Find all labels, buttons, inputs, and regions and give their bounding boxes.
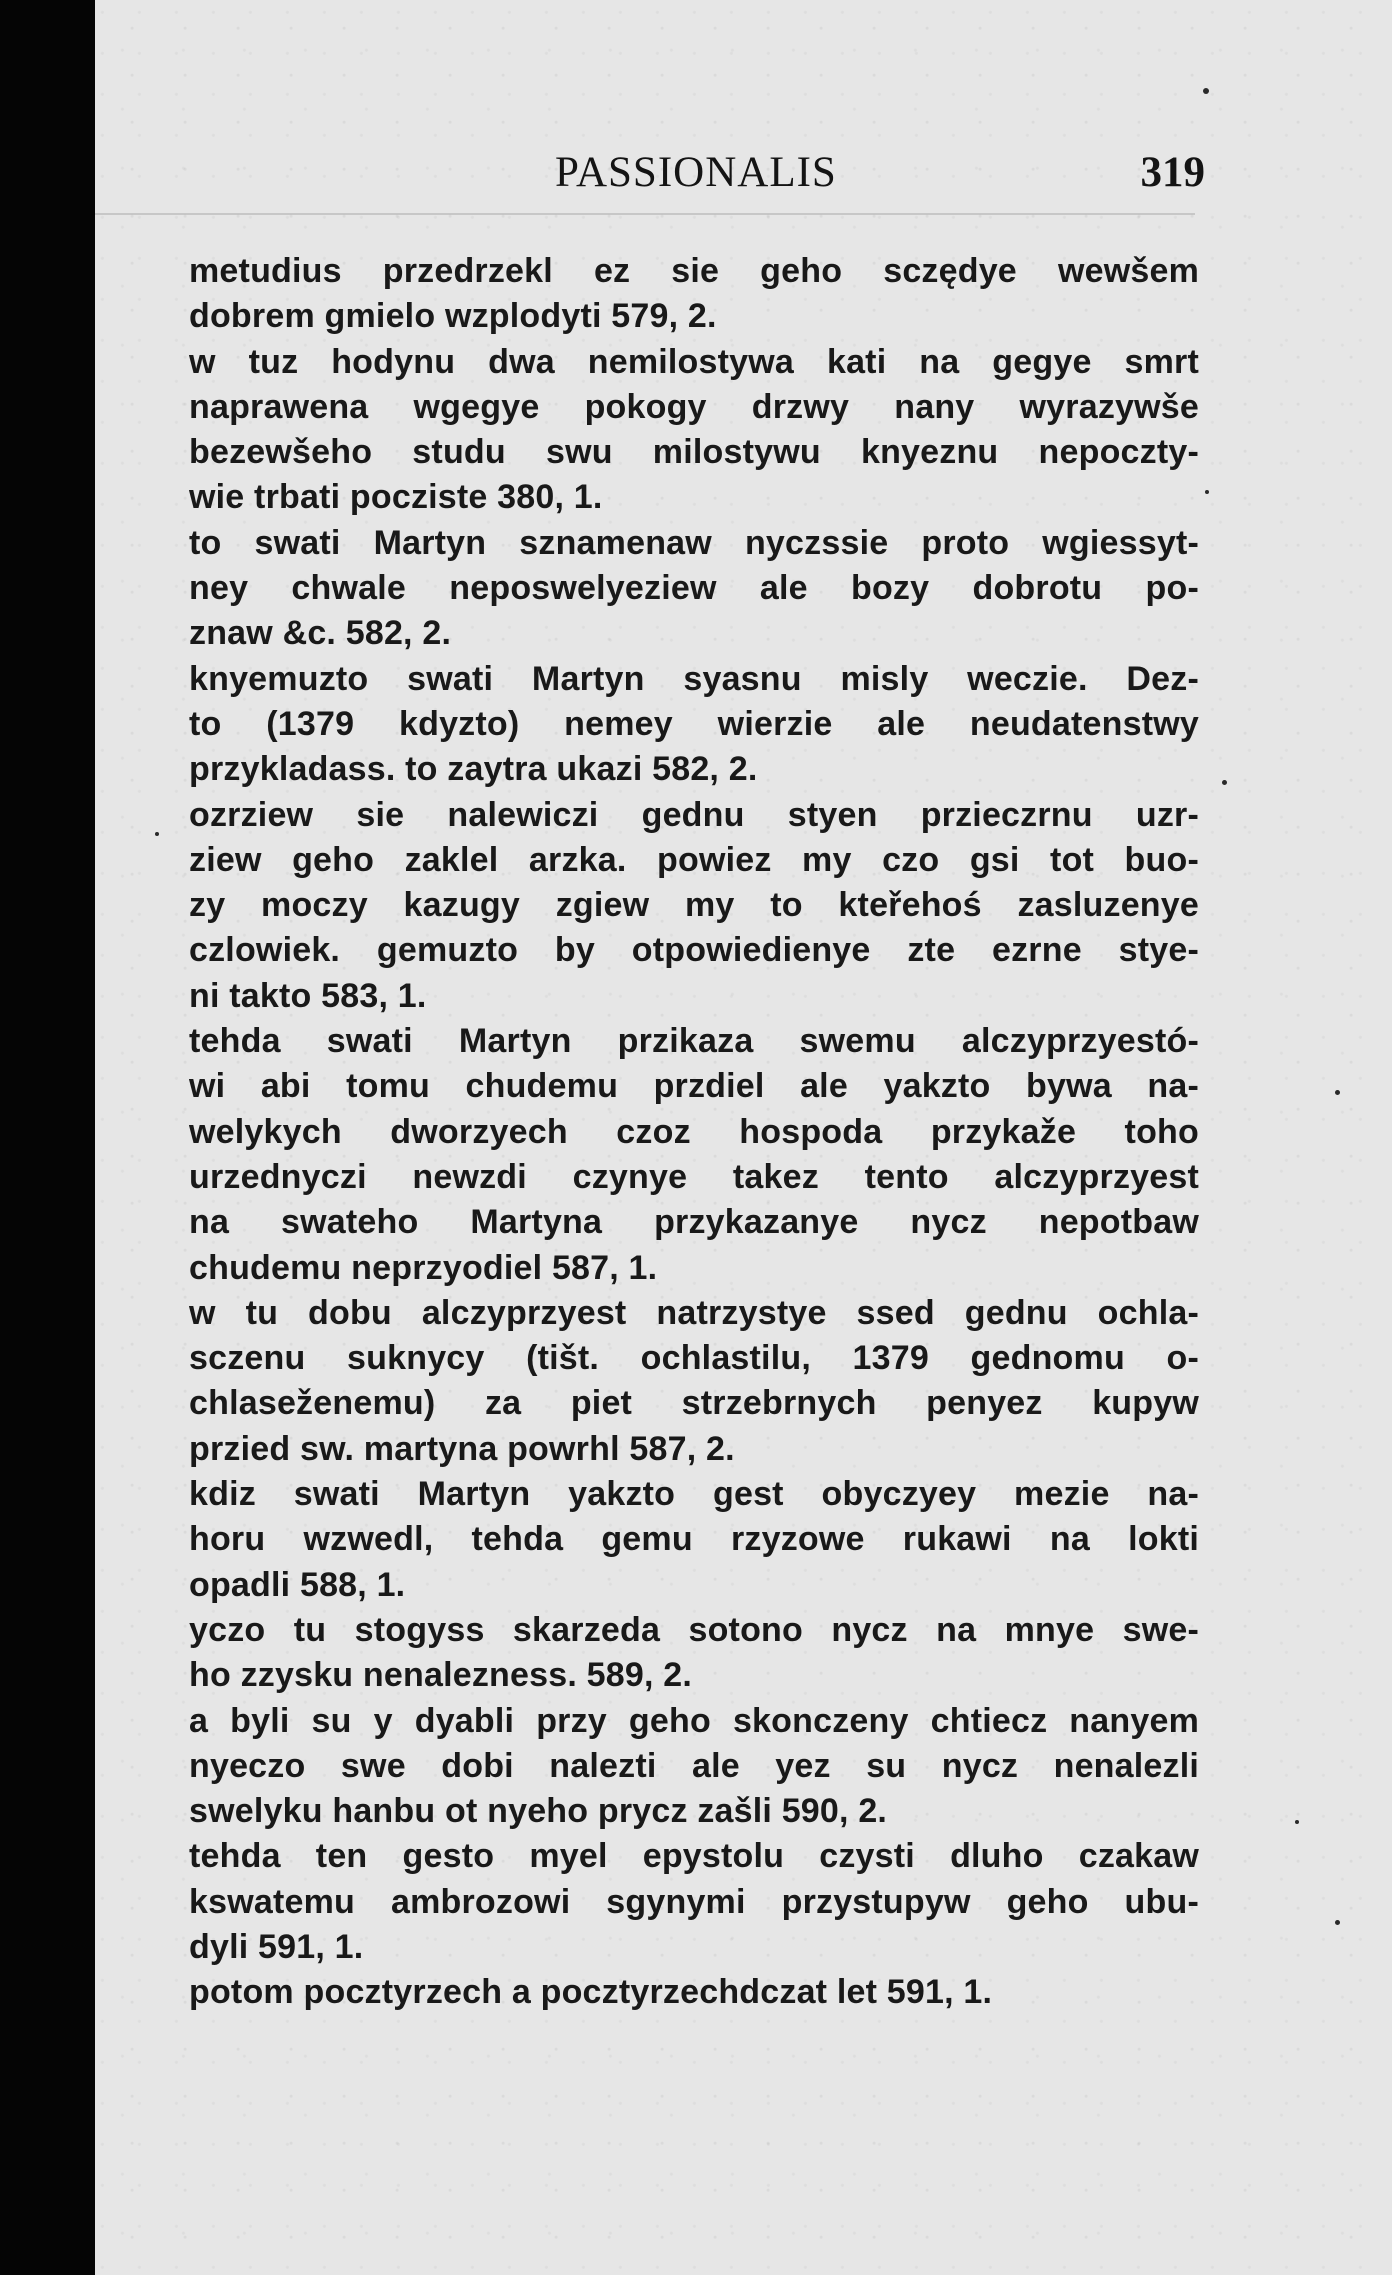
text-line: w tuz hodynu dwa nemilostywa kati na gegye smrt <box>189 342 1199 381</box>
text-line: naprawena wgegye pokogy drzwy nany wyrazywše <box>189 387 1199 426</box>
text-line: potom pocztyrzech a pocztyrzechdczat let 591, 1. <box>189 1973 993 2012</box>
text-line: welykych dworzyech czoz hospoda przykaže toho <box>189 1112 1199 1151</box>
text-line: zy moczy kazugy zgiew my to kteřehoś zasluzenye <box>189 886 1199 925</box>
text-line: ozrziew sie nalewiczi gednu styen przieczrnu uzr- <box>189 795 1199 834</box>
page-header <box>95 148 1205 208</box>
ink-speck <box>1205 490 1209 494</box>
text-line: na swateho Martyna przykazanye nycz nepotbaw <box>189 1203 1199 1242</box>
text-line: opadli 588, 1. <box>189 1565 406 1604</box>
text-line: to swati Martyn sznamenaw nyczssie proto wgiessyt- <box>189 523 1199 562</box>
text-line: wie trbati pocziste 380, 1. <box>189 478 603 517</box>
text-line: ney chwale neposwelyeziew ale bozy dobrotu po- <box>189 569 1199 608</box>
text-line: tehda swati Martyn przikaza swemu alczyprzyestó- <box>189 1022 1199 1061</box>
text-line: sczenu suknycy (tišt. ochlastilu, 1379 gednomu o- <box>189 1339 1199 1378</box>
text-line: tehda ten gesto myel epystolu czysti dluho czakaw <box>189 1837 1199 1876</box>
text-line: przykladass. to zaytra ukazi 582, 2. <box>189 750 758 789</box>
body-text <box>189 249 1199 2016</box>
running-title: PASSIONALIS <box>555 149 837 196</box>
text-line: ho zzysku nenalezness. 589, 2. <box>189 1656 693 1695</box>
text-line: wi abi tomu chudemu przdiel ale yakzto bywa na- <box>189 1067 1199 1106</box>
text-line: chudemu neprzyodiel 587, 1. <box>189 1248 658 1287</box>
text-line: swelyku hanbu ot nyeho prycz zašli 590, 2. <box>189 1792 888 1831</box>
text-line: ni takto 583, 1. <box>189 976 427 1015</box>
text-line: chlaseženemu) za piet strzebrnych penyez kupyw <box>189 1384 1199 1423</box>
text-line: yczo tu stogyss skarzeda sotono nycz na mnye swe- <box>189 1610 1199 1649</box>
text-line: metudius przedrzekl ez sie geho sczędye wewšem <box>189 252 1199 290</box>
header-rule <box>95 213 1195 215</box>
text-line: ziew geho zaklel arzka. powiez my czo gsi tot buo- <box>189 840 1199 879</box>
ink-speck <box>1203 88 1209 94</box>
ink-speck <box>1222 780 1227 785</box>
text-line: nyeczo swe dobi nalezti ale yez su nycz nenalezli <box>189 1746 1199 1785</box>
text-line: bezewšeho studu swu milostywu knyeznu nepoczty- <box>189 433 1199 472</box>
text-line: czlowiek. gemuzto by otpowiedienye zte ezrne stye- <box>189 931 1199 970</box>
text-line: w tu dobu alczyprzyest natrzystye ssed gednu ochla- <box>189 1293 1199 1332</box>
text-line: dyli 591, 1. <box>189 1927 364 1966</box>
page-number: 319 <box>1140 149 1205 196</box>
text-line: urzednyczi newzdi czynye takez tento alczyprzyest <box>189 1157 1199 1196</box>
text-line: a byli su y dyabli przy geho skonczeny chtiecz nanyem <box>189 1701 1199 1740</box>
ink-speck <box>1335 1090 1340 1095</box>
text-line: przied sw. martyna powrhl 587, 2. <box>189 1429 735 1468</box>
text-line: dobrem gmielo wzplodyti 579, 2. <box>189 297 717 336</box>
ink-speck <box>155 832 159 836</box>
text-line: kswatemu ambrozowi sgynymi przystupyw geho ubu- <box>189 1882 1199 1921</box>
text-line: kdiz swati Martyn yakzto gest obyczyey mezie na- <box>189 1475 1199 1514</box>
ink-speck <box>1295 1820 1299 1824</box>
ink-speck <box>1335 1920 1340 1925</box>
text-line: znaw &c. 582, 2. <box>189 614 452 653</box>
text-line: horu wzwedl, tehda gemu rzyzowe rukawi na lokti <box>189 1520 1199 1559</box>
text-line: to (1379 kdyzto) nemey wierzie ale neudatenstwy <box>189 704 1199 743</box>
text-line: knyemuzto swati Martyn syasnu misly weczie. Dez- <box>189 659 1199 698</box>
